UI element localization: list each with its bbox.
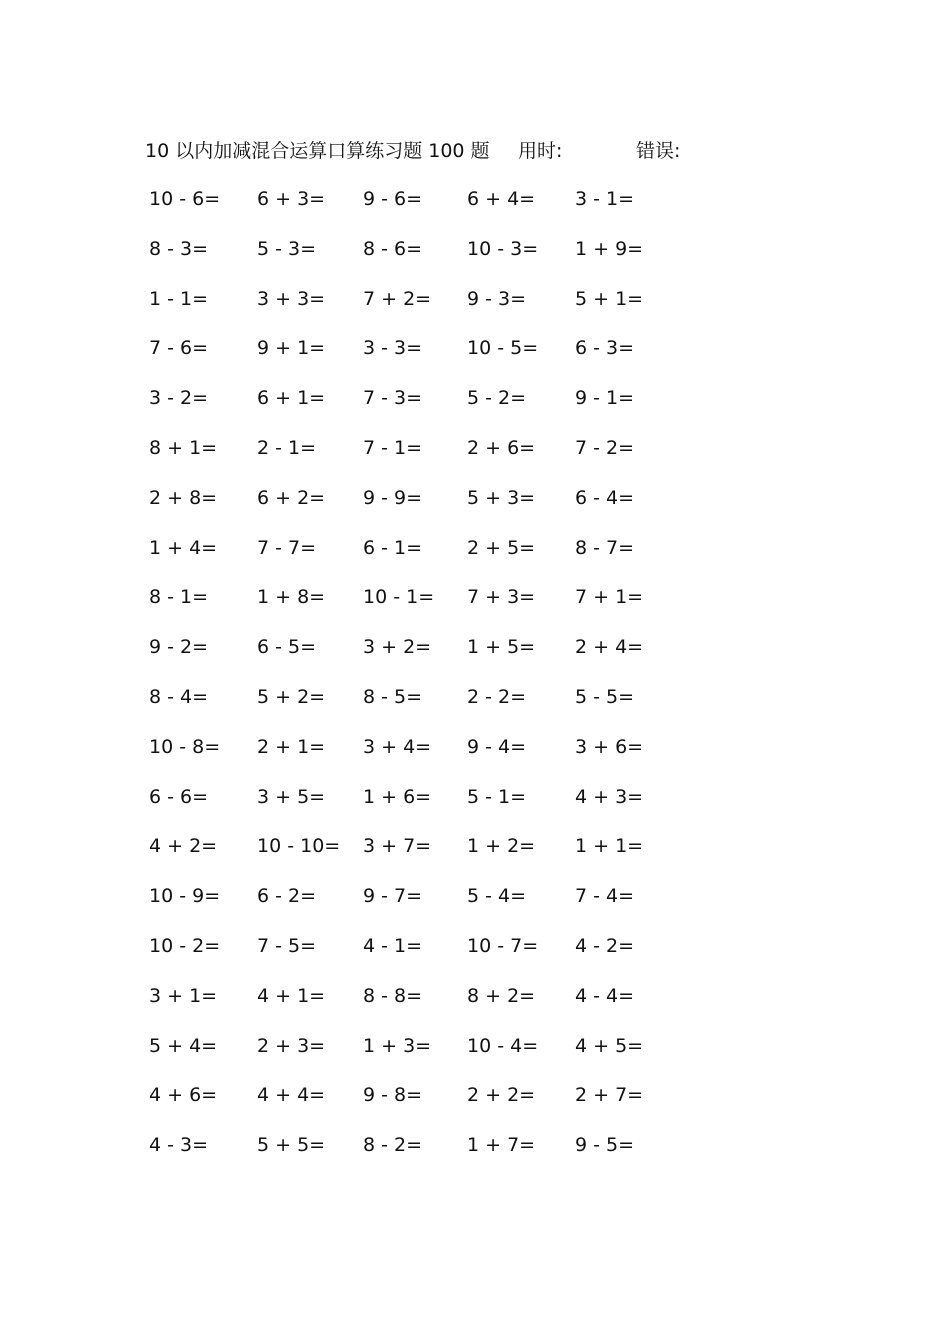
problem-item: 10 - 3= [467,237,539,260]
problem-item: 4 + 4= [257,1084,326,1107]
problem-row [145,732,705,782]
problem-row [145,234,705,284]
problem-row [145,284,705,334]
problem-item: 8 - 6= [363,237,423,260]
problem-item: 5 - 5= [575,685,635,708]
problem-item: 5 + 3= [467,486,536,509]
problem-item: 6 + 2= [257,486,326,509]
problem-item: 9 - 5= [575,1134,635,1157]
problem-item: 8 + 2= [467,984,536,1007]
problem-item: 3 + 7= [363,835,432,858]
errors-label: 错误: [636,140,681,162]
problem-item: 1 + 8= [257,586,326,609]
problem-row [145,184,705,234]
problem-row [145,981,705,1031]
problem-item: 5 - 3= [257,237,317,260]
problem-item: 4 - 3= [149,1134,209,1157]
problem-item: 10 - 5= [467,337,539,360]
problem-item: 8 - 3= [149,237,209,260]
problem-item: 6 - 2= [257,885,317,908]
problem-item: 10 - 6= [149,188,221,210]
problem-item: 7 - 5= [257,934,317,957]
problem-item: 9 - 4= [467,735,527,758]
problem-item: 2 + 6= [467,436,536,459]
problem-item: 4 - 4= [575,984,635,1007]
problem-item: 7 - 3= [363,387,423,410]
problem-item: 10 - 4= [467,1034,539,1057]
problem-grid [145,184,705,1180]
problem-item: 7 - 1= [363,436,423,459]
problem-item: 8 - 2= [363,1134,423,1157]
problem-item: 10 - 7= [467,934,539,957]
problem-item: 10 - 2= [149,934,221,957]
problem-item: 3 + 1= [149,984,218,1007]
problem-item: 10 - 1= [363,586,435,609]
problem-item: 7 + 1= [575,586,644,609]
problem-item: 6 + 3= [257,188,326,210]
problem-item: 10 - 9= [149,885,221,908]
problem-item: 2 + 8= [149,486,218,509]
problem-item: 2 + 2= [467,1084,536,1107]
problem-item: 9 + 1= [257,337,326,360]
problem-item: 6 - 4= [575,486,635,509]
problem-item: 8 - 7= [575,536,635,559]
problem-item: 3 + 5= [257,785,326,808]
problem-item: 1 + 9= [575,237,644,260]
problem-item: 5 - 1= [467,785,527,808]
problem-item: 10 - 8= [149,735,221,758]
problem-item: 2 + 4= [575,636,644,659]
problem-item: 7 - 7= [257,536,317,559]
problem-item: 8 - 5= [363,685,423,708]
problem-item: 4 - 1= [363,934,423,957]
problem-item: 6 - 5= [257,636,317,659]
problem-item: 5 + 4= [149,1034,218,1057]
problem-row [145,881,705,931]
problem-row [145,433,705,483]
problem-item: 3 + 4= [363,735,432,758]
problem-item: 1 + 4= [149,536,218,559]
problem-row [145,383,705,433]
problem-item: 2 + 3= [257,1034,326,1057]
problem-item: 2 + 7= [575,1084,644,1107]
problem-row [145,831,705,881]
problem-item: 3 + 2= [363,636,432,659]
problem-item: 7 - 6= [149,337,209,360]
problem-item: 9 - 6= [363,188,423,210]
problem-row [145,1080,705,1130]
problem-item: 5 + 1= [575,287,644,310]
page-title: 10 以内加减混合运算口算练习题 100 题 [145,140,490,162]
problem-item: 8 - 1= [149,586,209,609]
problem-item: 10 - 10= [257,835,341,858]
problem-item: 4 + 6= [149,1084,218,1107]
problem-row [145,333,705,383]
problem-item: 2 - 1= [257,436,317,459]
problem-item: 3 + 3= [257,287,326,310]
problem-item: 9 - 9= [363,486,423,509]
problem-item: 8 - 4= [149,685,209,708]
problem-row [145,1031,705,1081]
problem-item: 3 - 3= [363,337,423,360]
problem-item: 1 - 1= [149,287,209,310]
problem-item: 9 - 3= [467,287,527,310]
problem-item: 4 + 1= [257,984,326,1007]
problem-item: 1 + 5= [467,636,536,659]
problem-item: 1 + 6= [363,785,432,808]
problem-item: 9 - 2= [149,636,209,659]
problem-item: 5 - 2= [467,387,527,410]
problem-item: 4 - 2= [575,934,635,957]
problem-item: 6 + 1= [257,387,326,410]
problem-item: 8 + 1= [149,436,218,459]
problem-row [145,632,705,682]
problem-item: 7 + 2= [363,287,432,310]
problem-item: 9 - 7= [363,885,423,908]
problem-item: 3 - 2= [149,387,209,410]
problem-item: 2 + 5= [467,536,536,559]
problem-item: 2 + 1= [257,735,326,758]
problem-item: 1 + 2= [467,835,536,858]
problem-row [145,483,705,533]
problem-item: 3 + 6= [575,735,644,758]
problem-item: 7 - 2= [575,436,635,459]
problem-item: 8 - 8= [363,984,423,1007]
problem-item: 6 + 4= [467,188,536,210]
problem-row [145,782,705,832]
problem-item: 5 + 5= [257,1134,326,1157]
problem-item: 9 - 8= [363,1084,423,1107]
problem-row [145,931,705,981]
problem-item: 5 + 2= [257,685,326,708]
problem-row [145,1130,705,1180]
problem-item: 3 - 1= [575,188,635,210]
problem-item: 6 - 6= [149,785,209,808]
problem-item: 1 + 7= [467,1134,536,1157]
problem-item: 7 - 4= [575,885,635,908]
problem-row [145,533,705,583]
problem-item: 1 + 1= [575,835,644,858]
problem-item: 6 - 1= [363,536,423,559]
problem-item: 2 - 2= [467,685,527,708]
problem-item: 1 + 3= [363,1034,432,1057]
time-label: 用时: [518,140,563,162]
problem-item: 6 - 3= [575,337,635,360]
problem-item: 4 + 2= [149,835,218,858]
problem-item: 4 + 5= [575,1034,644,1057]
problem-item: 4 + 3= [575,785,644,808]
problem-row [145,582,705,632]
problem-item: 5 - 4= [467,885,527,908]
problem-row [145,682,705,732]
problem-item: 9 - 1= [575,387,635,410]
problem-item: 7 + 3= [467,586,536,609]
